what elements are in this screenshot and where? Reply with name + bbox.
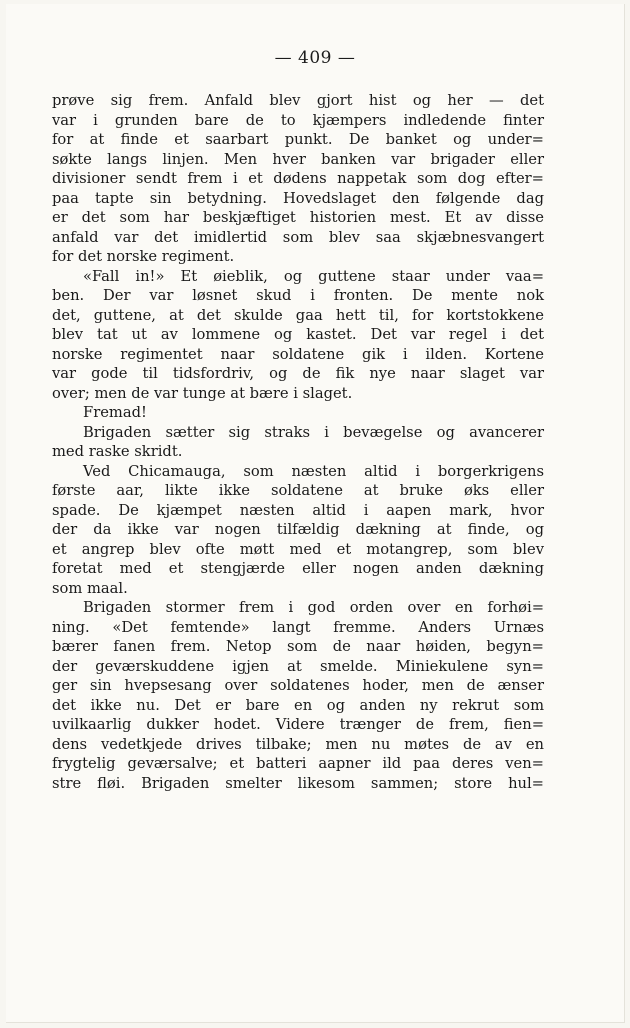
text-line: med raske skridt. (52, 443, 183, 460)
text-line: dens vedetkjede drives tilbake; men nu møtes de av en (52, 735, 544, 753)
text-line: det ikke nu. Det er bare en og anden ny rekrut som (52, 696, 544, 714)
text-line: frygtelig geværsalve; et batteri aapner ild paa deres ven= (52, 755, 544, 772)
text-line: er det som har beskjæftiget historien mest. Et av disse (52, 209, 544, 226)
text-line: for det norske regiment. (52, 248, 235, 265)
paragraph (52, 598, 544, 793)
text-line: anfald var det imidlertid som blev saa skjæbnesvangert (52, 228, 544, 246)
text-line: der da ikke var nogen tilfældig dækning at finde, og (52, 521, 544, 538)
text-line: første aar, likte ikke soldatene at bruke øks eller (52, 482, 544, 499)
text-line: divisioner sendt frem i et dødens nappetak som dog efter= (52, 170, 544, 187)
text-line: Ved Chicamauga, som næsten altid i borgerkrigens (83, 462, 544, 480)
page-number: — 409 — (274, 48, 356, 68)
text-line: paa tapte sin betydning. Hovedslaget den følgende dag (52, 189, 544, 207)
text-line: søkte langs linjen. Men hver banken var brigader eller (52, 150, 544, 168)
paragraph (52, 91, 544, 267)
text-line: der geværskuddene igjen at smelde. Miniekulene syn= (52, 657, 544, 675)
text-line: for at finde et saarbart punkt. De banket og under= (52, 131, 544, 148)
text-line: var gode til tidsfordriv, og de fik nye naar slaget var (52, 365, 544, 382)
text-line: ger sin hvepsesang over soldatenes hoder, men de ænser (52, 677, 544, 694)
text-line: Fremad! (83, 404, 147, 421)
text-line: blev tat ut av lommene og kastet. Det var regel i det (52, 326, 544, 343)
body-text (52, 91, 544, 793)
paragraph (52, 423, 544, 462)
text-line: Brigaden stormer frem i god orden over en forhøi= (83, 599, 544, 616)
text-line: uvilkaarlig dukker hodet. Videre trænger de frem, fien= (52, 716, 544, 733)
text-line: ning. «Det femtende» langt fremme. Anders Urnæs (52, 618, 544, 636)
text-line: bærer fanen frem. Netop som de naar høiden, begyn= (52, 638, 544, 655)
text-line: prøve sig frem. Anfald blev gjort hist og her — det (52, 92, 544, 109)
text-line: var i grunden bare de to kjæmpers indledende finter (52, 111, 544, 129)
text-line: «Fall in!» Et øieblik, og guttene staar under vaa= (83, 267, 544, 285)
text-line: stre fløi. Brigaden smelter likesom sammen; store hul= (52, 774, 544, 792)
text-line: ben. Der var løsnet skud i fronten. De mente nok (52, 287, 544, 304)
text-line: over; men de var tunge at bære i slaget. (52, 384, 353, 402)
text-line: som maal. (52, 579, 128, 597)
text-line: Brigaden sætter sig straks i bevægelse og avancerer (83, 423, 544, 441)
text-line: det, guttene, at det skulde gaa hett til, for kortstokkene (52, 306, 544, 324)
text-line: norske regimentet naar soldatene gik i ilden. Kortene (52, 345, 544, 363)
text-line: foretat med et stengjærde eller nogen anden dækning (52, 560, 544, 577)
paragraph (52, 403, 544, 423)
paragraph (52, 462, 544, 599)
text-line: et angrep blev ofte møtt med et motangrep, som blev (52, 540, 544, 558)
text-line: spade. De kjæmpet næsten altid i aapen mark, hvor (52, 501, 544, 519)
paragraph (52, 267, 544, 404)
